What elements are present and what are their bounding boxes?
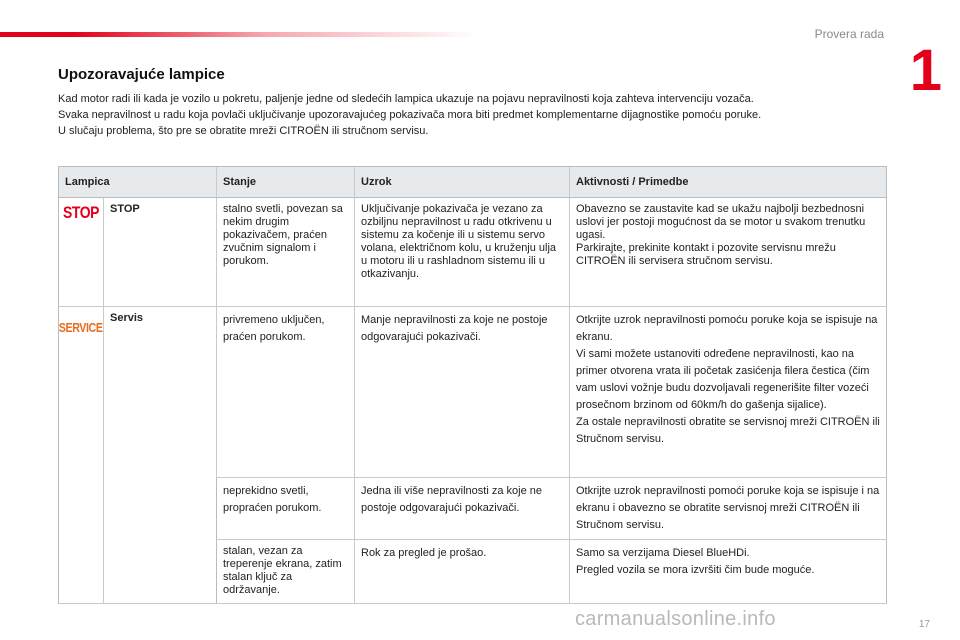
section-title: Provera rada: [814, 27, 884, 41]
warning-lamps-table: [58, 166, 887, 604]
action-cell: [570, 198, 887, 307]
action-line: Otkrijte uzrok nepravilnosti pomoću poruke koja se ispisuje na ekranu. Vi sami možete ustanoviti određene nepravilnosti, kao na primer otvorena vrata ili početak zasićenja filera čestica (čim vam uslovi vožnje budu dozvoljavali regenerišite filter vozeći prosečnom brzinom od 60km/h do gašenja sijalice). Za ostale nepravilnosti obratite se servisnoj mreži CITROËN ili Stručnom servisu.: [576, 314, 880, 445]
action-line: Obavezno se zaustavite kad se ukažu najbolji bezbednosni uslovi jer postoji mogućnost da se motor u svakom trenutku ugasi. Parkirajte, prekinite kontakt i pozovite servisnu mrežu CITROËN ili servisera stručnom servisu.: [576, 203, 866, 267]
chapter-number: 1: [909, 38, 942, 103]
intro-line: Svaka nepravilnost u radu koja povlači uključivanje upozoravajućeg pokazivača mora biti predmet komplementarne dijagnostike pomoću poruke.: [58, 109, 762, 121]
cause-cell: Manje nepravilnosti za koje ne postoje odgovarajući pokazivači.: [355, 307, 570, 478]
header-accent-bar: [0, 32, 480, 37]
cause-cell: Rok za pregled je prošao.: [355, 540, 570, 604]
state-cell: neprekidno svetli, propraćen porukom.: [217, 478, 355, 540]
lamp-name: Servis: [103, 307, 216, 603]
column-header-lamp: Lampica: [59, 167, 217, 198]
action-cell: [570, 307, 887, 478]
action-cell: [570, 540, 887, 604]
service-warning-icon: SERVICE: [59, 320, 103, 335]
table-header-row: [59, 167, 887, 198]
column-header-state: Stanje: [217, 167, 355, 198]
intro-text: [58, 91, 888, 139]
table-row: [59, 198, 887, 307]
column-header-action: Aktivnosti / Primedbe: [570, 167, 887, 198]
cause-cell: Jedna ili više nepravilnosti za koje ne postoje odgovarajući pokazivači.: [355, 478, 570, 540]
state-cell: privremeno uključen, praćen porukom.: [217, 307, 355, 478]
column-header-cause: Uzrok: [355, 167, 570, 198]
page-heading: Upozoravajuće lampice: [58, 66, 225, 83]
lamp-cell-stop: [59, 198, 217, 307]
lamp-cell-service: [59, 307, 217, 604]
lamp-name: STOP: [103, 198, 216, 306]
action-cell: Otkrijte uzrok nepravilnosti pomoći poruke koja se ispisuje i na ekranu i obavezno se obratite servisnoj mreži CITROËN ili Stručnom servisu.: [570, 478, 887, 540]
page-number: 17: [918, 619, 930, 630]
stop-warning-icon: STOP: [62, 203, 100, 222]
action-line: Samo sa verzijama Diesel BlueHDi. Pregled vozila se mora izvršiti čim bude moguće.: [576, 547, 815, 576]
intro-line: Kad motor radi ili kada je vozilo u pokretu, paljenje jedne od sledećih lampica ukazuje na pojavu nepravilnosti koja zahteva intervenciju vozača.: [58, 93, 754, 105]
intro-line: U slučaju problema, što pre se obratite mreži CITROËN ili stručnom servisu.: [58, 125, 429, 137]
state-cell: stalno svetli, povezan sa nekim drugim pokazivačem, praćen zvučnim signalom i porukom.: [217, 198, 355, 307]
table-row: [59, 307, 887, 478]
cause-cell: Uključivanje pokazivača je vezano za ozbiljnu nepravilnost u radu otkrivenu u sistemu za kočenje ili u sistemu servo volana, električnom kolu, u kruženju ulja u motoru ili u rashladnom sistemu ili u otkazivanju.: [355, 198, 570, 307]
state-cell: stalan, vezan za treperenje ekrana, zatim stalan ključ za održavanje.: [217, 540, 355, 604]
watermark-text: carmanualsonline.info: [575, 608, 776, 630]
